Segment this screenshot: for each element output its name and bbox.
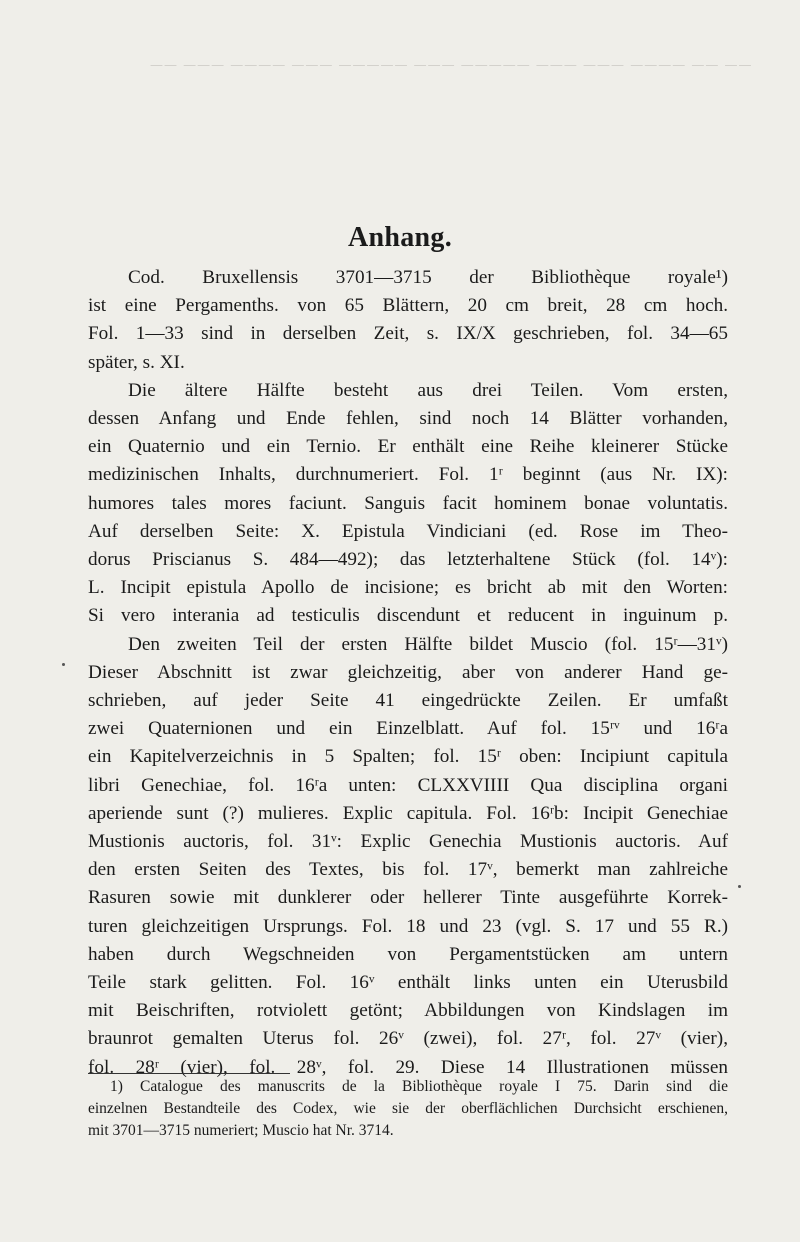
text-line: Cod. Bruxellensis 3701—3715 der Bibliothèque royale¹) — [128, 267, 728, 288]
text-line: libri Genechiae, fol. 16ʳa unten: CLXXVIIII Qua disciplina organi — [88, 774, 728, 796]
text-line: zwei Quaternionen und ein Einzelblatt. Auf fol. 15ʳᵛ und 16ʳa — [88, 718, 728, 740]
footnote-divider — [88, 1073, 290, 1074]
text-line: den ersten Seiten des Textes, bis fol. 17ᵛ, bemerkt man zahlreiche — [88, 859, 728, 881]
text-line: dessen Anfang und Ende fehlen, sind noch 14 Blätter vorhanden, — [88, 408, 728, 430]
text-line: Dieser Abschnitt ist zwar gleichzeitig, aber von anderer Hand ge- — [88, 661, 728, 683]
footnote-line: 1) Catalogue des manuscrits de la Bibliothèque royale I 75. Darin sind die — [110, 1078, 728, 1095]
text-line: Fol. 1—33 sind in derselben Zeit, s. IX/X geschrieben, fol. 34—65 — [88, 323, 728, 345]
paper-speck — [62, 663, 65, 666]
text-line: Auf derselben Seite: X. Epistula Vindiciani (ed. Rose im Theo- — [88, 520, 728, 542]
footnote-line: einzelnen Bestandteile des Codex, wie sie der oberflächlichen Durchsicht erschienen, — [88, 1100, 728, 1117]
text-line: Mustionis auctoris, fol. 31ᵛ: Explic Genechia Mustionis auctoris. Auf — [88, 831, 728, 853]
text-line: Rasuren sowie mit dunklerer oder hellerer Tinte ausgeführte Korrek- — [88, 887, 728, 909]
text-line: Teile stark gelitten. Fol. 16ᵛ enthält links unten ein Uterusbild — [88, 972, 728, 994]
text-line: Die ältere Hälfte besteht aus drei Teilen. Vom ersten, — [128, 379, 728, 401]
text-line: ein Kapitelverzeichnis in 5 Spalten; fol. 15ʳ oben: Incipiunt capitula — [88, 746, 728, 768]
text-line: braunrot gemalten Uterus fol. 26ᵛ (zwei), fol. 27ʳ, fol. 27ᵛ (vier), — [88, 1028, 728, 1050]
text-line: später, s. XI. — [88, 351, 185, 373]
text-line: schrieben, auf jeder Seite 41 eingedrückte Zeilen. Er umfaßt — [88, 690, 728, 712]
text-line: mit Beischriften, rotviolett getönt; Abbildungen von Kindslagen im — [88, 1000, 728, 1022]
text-line: Si vero interania ad testiculis discendunt et reducent in inguinum p. — [88, 605, 728, 627]
text-line: haben durch Wegschneiden von Pergamentstücken am untern — [88, 943, 728, 965]
paper-speck — [738, 885, 741, 888]
text-line: dorus Priscianus S. 484—492); das letzterhaltene Stück (fol. 14ᵛ): — [88, 549, 728, 571]
footnote — [88, 1076, 728, 1142]
footnote-line: mit 3701—3715 numeriert; Muscio hat Nr. 3714. — [88, 1122, 394, 1139]
text-line: turen gleichzeitigen Ursprungs. Fol. 18 und 23 (vgl. S. 17 und 55 R.) — [88, 915, 728, 937]
text-line: ist eine Pergamenths. von 65 Blättern, 20 cm breit, 28 cm hoch. — [88, 295, 728, 317]
text-line: humores tales mores faciunt. Sanguis facit hominem bonae voluntatis. — [88, 492, 728, 514]
show-through-header: —— ——— ———— ——— ————— ——— ————— ——— ——— ———— —— —— — [150, 58, 753, 73]
text-line: fol. 28ʳ (vier), fol. 28ᵛ, fol. 29. Diese 14 Illustrationen müssen — [88, 1056, 728, 1078]
text-line: Den zweiten Teil der ersten Hälfte bildet Muscio (fol. 15ʳ—31ᵛ) — [128, 633, 728, 655]
text-line: L. Incipit epistula Apollo de incisione; es bricht ab mit den Worten: — [88, 577, 728, 599]
text-line: ein Quaternio und ein Ternio. Er enthält eine Reihe kleinerer Stücke — [88, 436, 728, 458]
text-line: aperiende sunt (?) mulieres. Explic capitula. Fol. 16ʳb: Incipit Genechiae — [88, 802, 728, 824]
page-title: Anhang. — [347, 222, 453, 253]
main-text — [88, 264, 728, 1082]
text-line: medizinischen Inhalts, durchnumeriert. Fol. 1ʳ beginnt (aus Nr. IX): — [88, 464, 728, 486]
